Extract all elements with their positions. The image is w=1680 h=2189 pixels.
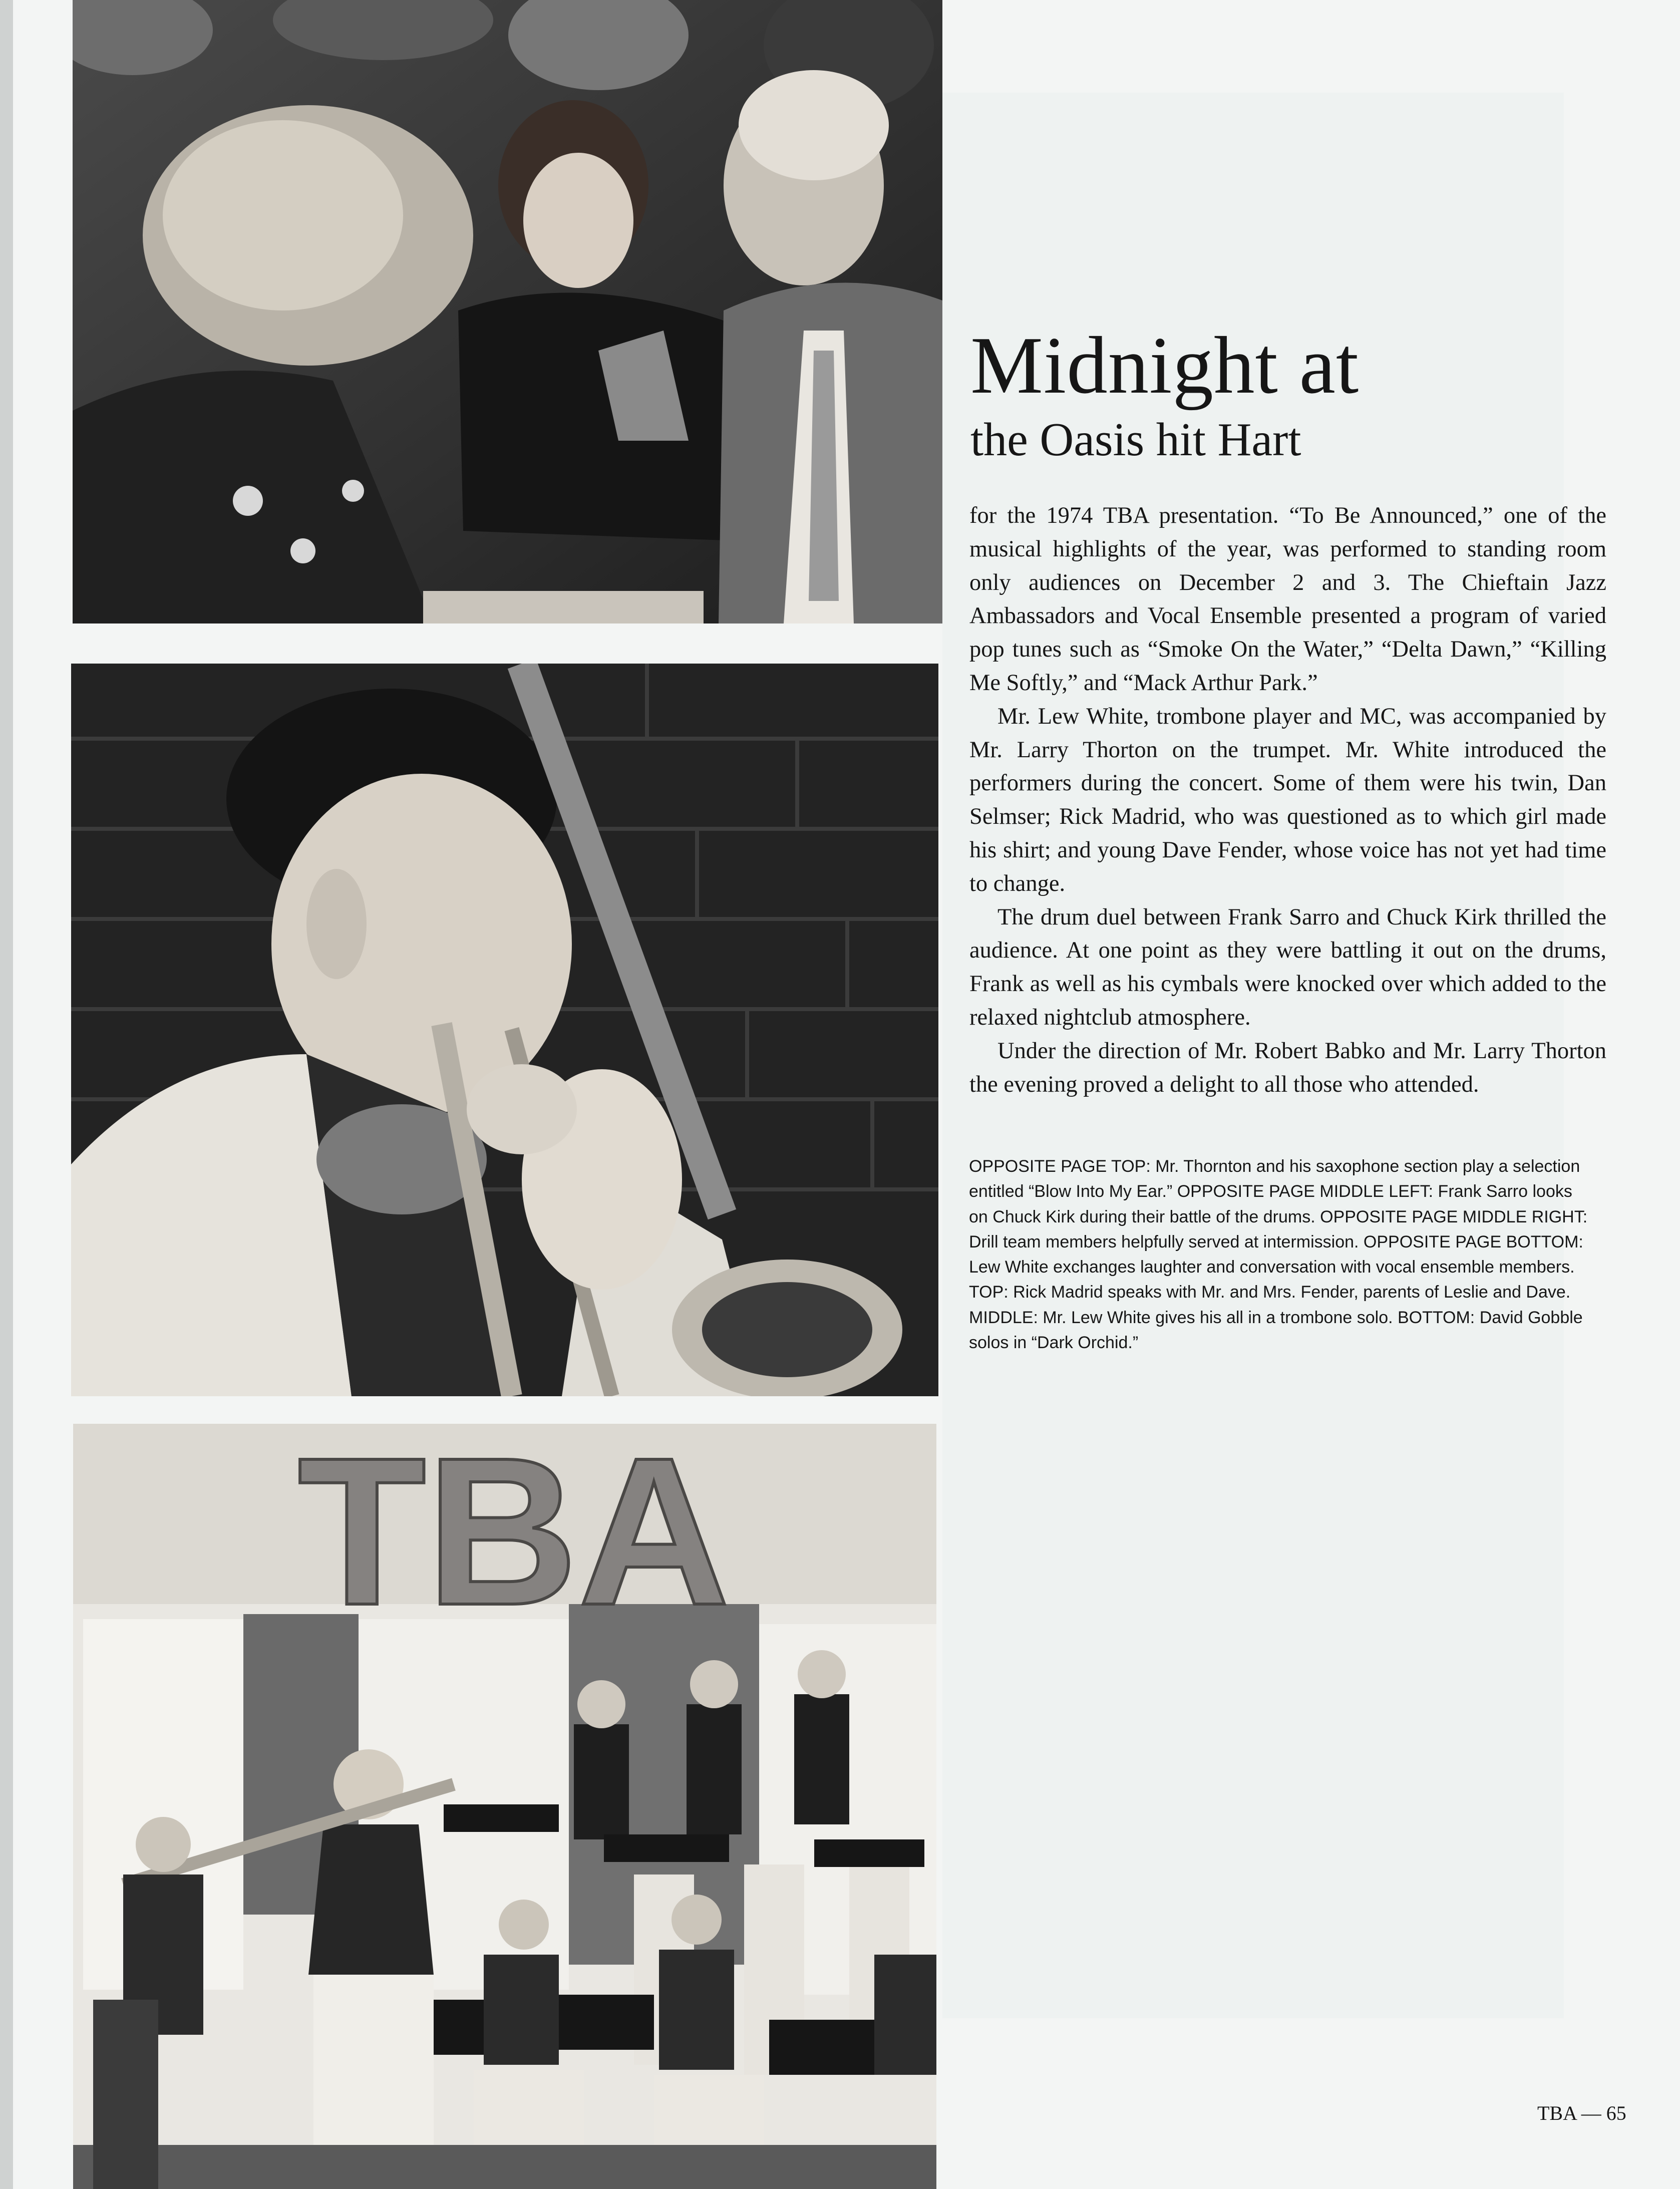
article-paragraph: Mr. Lew White, trombone player and MC, was accompanied by Mr. Larry Thorton on the trumpet. Mr. White introduced the performers during the concert. Some of them were his twin, Dan Selmser; Rick Madrid, who was questioned as to which girl made his shirt; and young Dave Fender, whose voice has not yet had time to change. xyxy=(969,703,1606,896)
article-paragraph: The drum duel between Frank Sarro and Chuck Kirk thrilled the audience. At one point as they were battling it out on the drums, Frank as well as his cymbals were knocked over which added to the relaxed nightclub atmosphere. xyxy=(969,904,1606,1030)
headline-subtitle: the Oasis hit Hart xyxy=(970,414,1301,466)
page-folio: TBA — 65 xyxy=(1537,2102,1626,2124)
photo-middle-trombone-solo xyxy=(71,664,938,1396)
article-paragraph: Under the direction of Mr. Robert Babko and Mr. Larry Thorton the evening proved a delight to all those who attended. xyxy=(969,1038,1606,1097)
photo-bottom-stage-band xyxy=(73,1424,936,2189)
article-paragraph: for the 1974 TBA presentation. “To Be Announced,” one of the musical highlights of the year, was performed to standing room only audiences on December 2 and 3. The Chieftain Jazz Ambassadors and Vocal Ensemble presented a program of varied pop tunes such as “Smoke On the Water,” “Delta Dawn,” “Killing Me Softly,” and “Mack Arthur Park.” xyxy=(969,503,1606,696)
photo-top-audience xyxy=(73,0,942,623)
page-edge xyxy=(0,0,13,2189)
tba-banner-letters: TBA xyxy=(297,1424,730,1649)
headline-title: Midnight at xyxy=(970,321,1360,411)
photo-captions: OPPOSITE PAGE TOP: Mr. Thornton and his saxophone section play a selection entitled “Blow Into My Ear.” OPPOSITE PAGE MIDDLE LEFT: Frank Sarro looks on Chuck Kirk during their battle of the drums. OPPOSITE PAGE MIDDLE RIGHT: Drill team members helpfully served at intermission. OPPOSITE PAGE BOTTOM: Lew White exchanges laughter and conversation with vocal ensemble members. TOP: Rick Madrid speaks with Mr. and Mrs. Fender, parents of Leslie and Dave. MIDDLE: Mr. Lew White gives his all in a trombone solo. BOTTOM: David Gobble solos in “Dark Orchid.” xyxy=(969,1157,1588,1353)
article-body xyxy=(969,499,1606,1101)
